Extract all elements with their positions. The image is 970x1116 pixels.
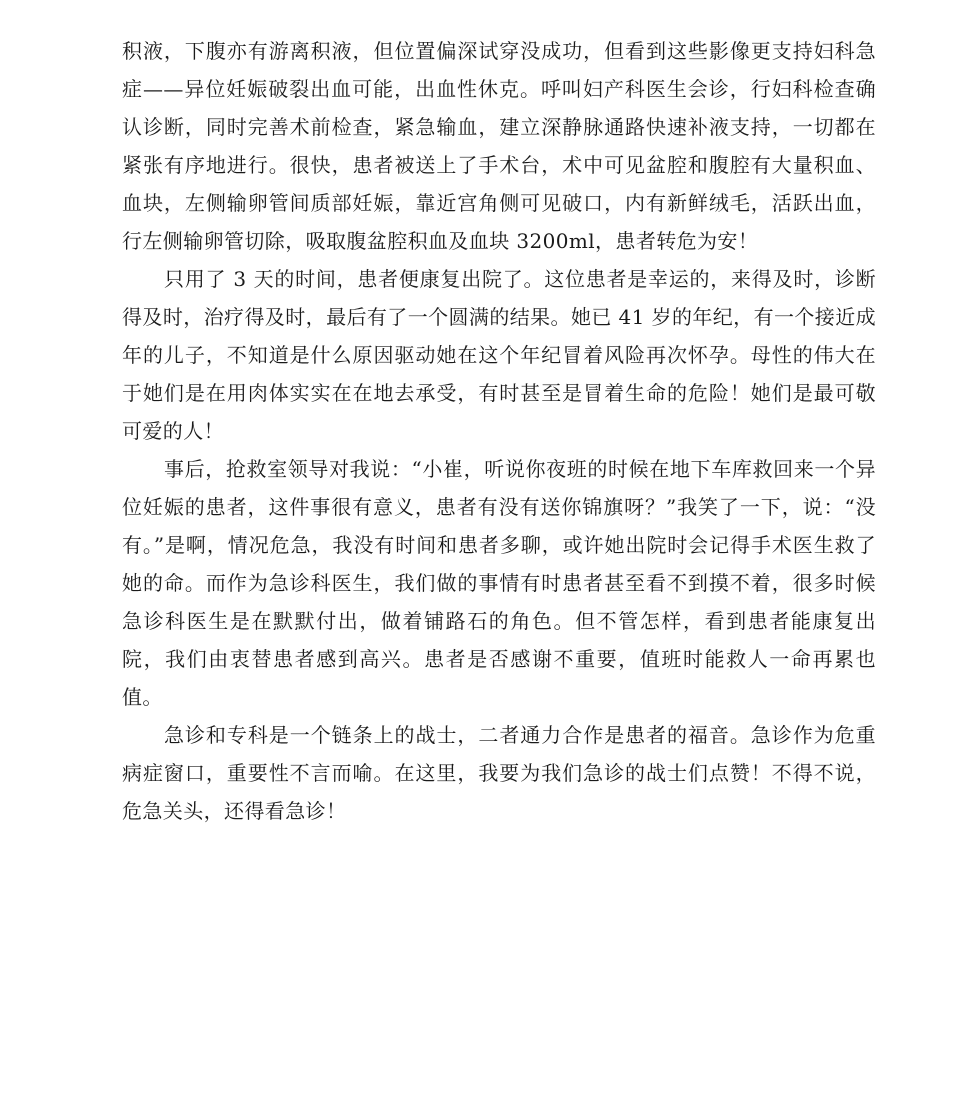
paragraph-2: 只用了 3 天的时间，患者便康复出院了。这位患者是幸运的，来得及时，诊断得及时，治疗得及时，最后有了一个圆满的结果。她已 41 岁的年纪，有一个接近成年的儿子，不知道是什么原因驱动她在这个年纪冒着风险再次怀孕。母性的伟大在于她们是在用肉体实实在在地去承受，有时甚至是冒着生命的危险！她们是最可敬可爱的人！ bbox=[122, 267, 876, 443]
paragraph-4: 急诊和专科是一个链条上的战士，二者通力合作是患者的福音。急诊作为危重病症窗口，重要性不言而喻。在这里，我要为我们急诊的战士们点赞！不得不说，危急关头，还得看急诊！ bbox=[122, 723, 876, 823]
paragraph-1: 积液，下腹亦有游离积液，但位置偏深试穿没成功，但看到这些影像更支持妇科急症——异位妊娠破裂出血可能，出血性休克。呼叫妇产科医生会诊，行妇科检查确认诊断，同时完善术前检查，紧急输血，建立深静脉通路快速补液支持，一切都在紧张有序地进行。很快，患者被送上了手术台，术中可见盆腔和腹腔有大量积血、血块，左侧输卵管间质部妊娠，靠近宫角侧可见破口，内有新鲜绒毛，活跃出血，行左侧输卵管切除，吸取腹盆腔积血及血块 3200ml，患者转危为安！ bbox=[122, 39, 876, 253]
paragraph-3: 事后，抢救室领导对我说：“小崔，听说你夜班的时候在地下车库救回来一个异位妊娠的患者，这件事很有意义，患者有没有送你锦旗呀？”我笑了一下，说：“没有。”是啊，情况危急，我没有时间和患者多聊，或许她出院时会记得手术医生救了她的命。而作为急诊科医生，我们做的事情有时患者甚至看不到摸不着，很多时候急诊科医生是在默默付出，做着铺路石的角色。但不管怎样，看到患者能康复出院，我们由衷替患者感到高兴。患者是否感谢不重要，值班时能救人一命再累也值。 bbox=[122, 457, 876, 709]
document-page bbox=[122, 32, 876, 830]
